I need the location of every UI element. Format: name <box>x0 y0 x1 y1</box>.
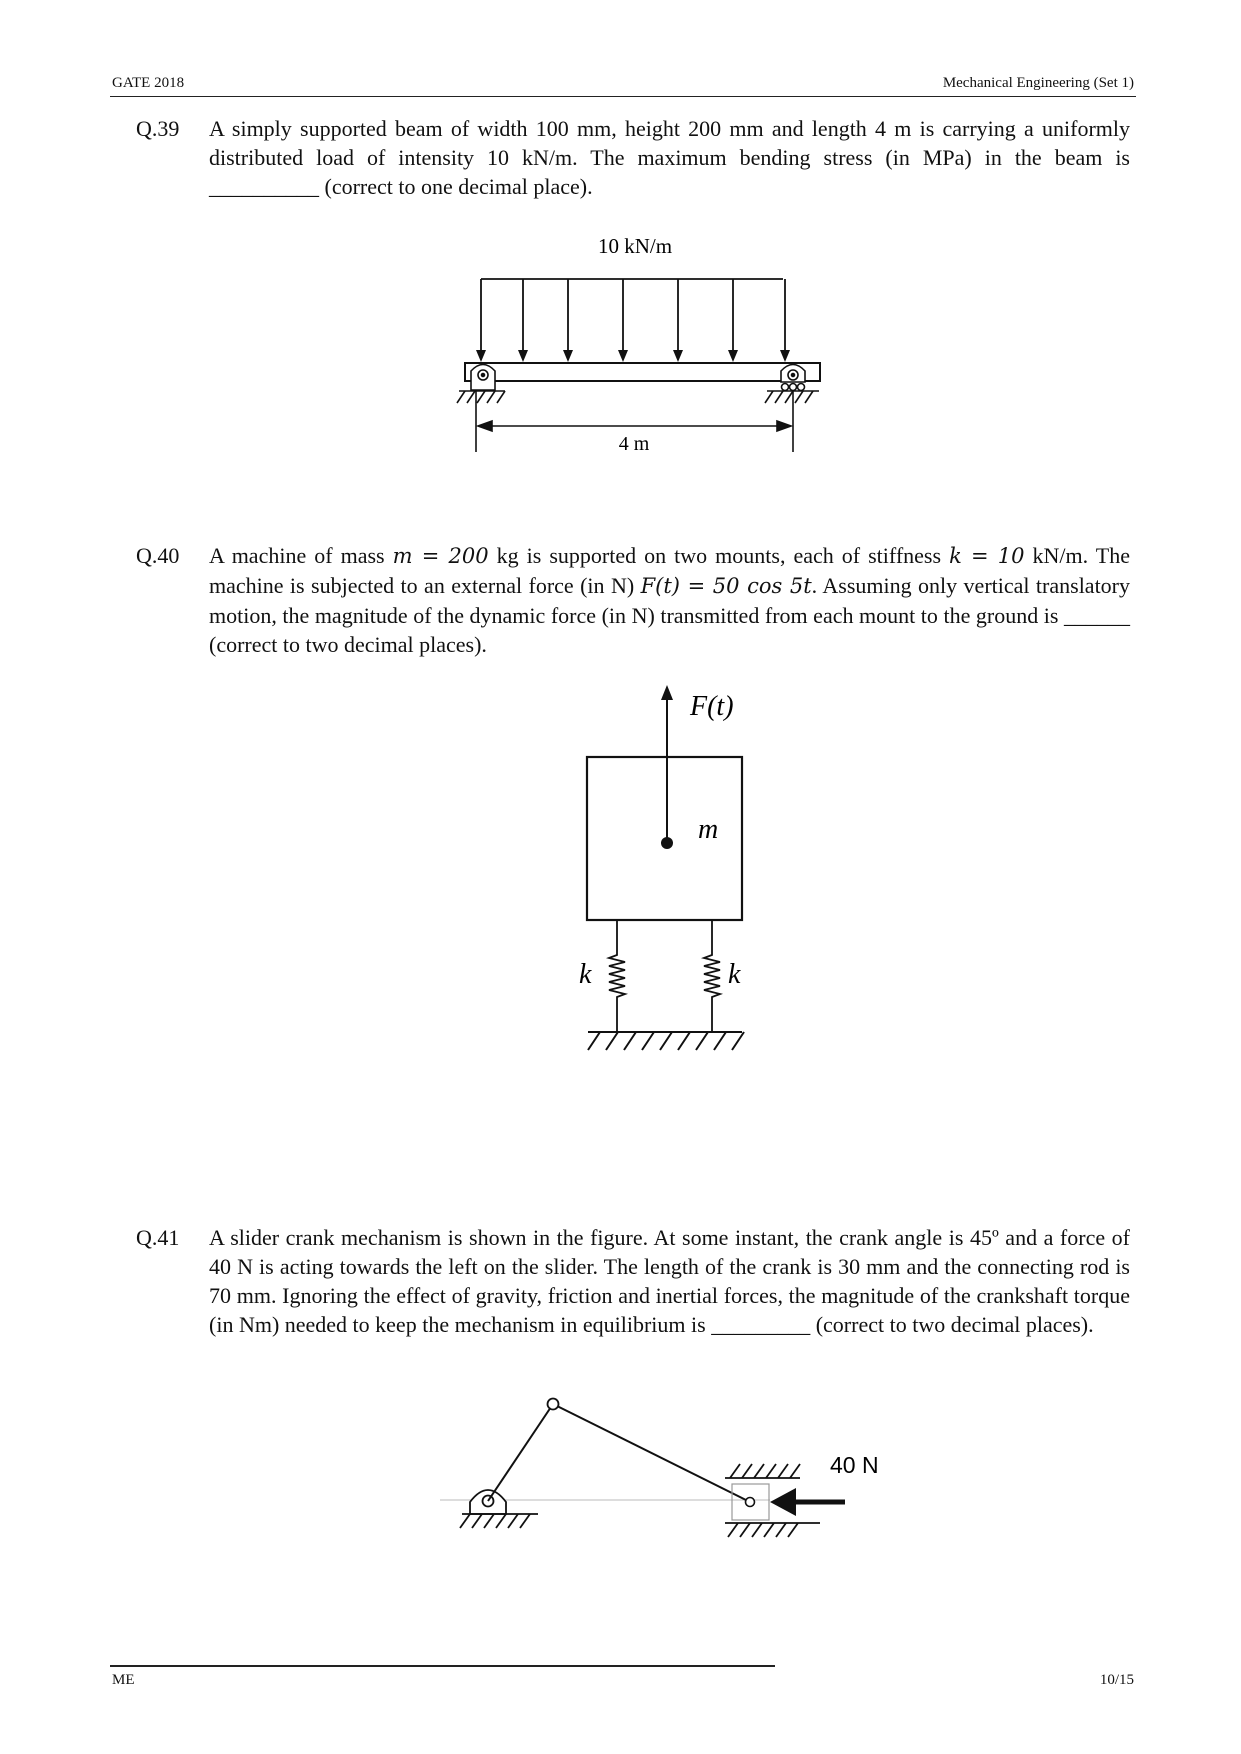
force-equation: F(t) = 50 cos 5t <box>640 574 812 598</box>
mass-centre <box>661 837 673 849</box>
text-part: kg is supported on two mounts, each of stiffness <box>488 543 950 568</box>
question-number: Q.41 <box>136 1225 180 1250</box>
slider-lower-guide <box>725 1523 820 1537</box>
footer-divider <box>110 1665 775 1667</box>
question-text <box>209 541 1130 659</box>
right-spring <box>704 920 720 1032</box>
header-divider <box>110 96 1136 97</box>
slider-pin <box>746 1498 755 1507</box>
question-39 <box>136 114 1130 201</box>
header-exam-title: GATE 2018 <box>112 75 185 91</box>
question-text: A simply supported beam of width 100 mm, height 200 mm and length 4 m is carrying a uniformly distributed load of intensity 10 kN/m. The maximum bending stress (in MPa) in the beam is __________ (correct to one decimal place). <box>209 116 1130 199</box>
connecting-rod <box>553 1404 750 1502</box>
header-paper-title: Mechanical Engineering (Set 1) <box>942 75 1134 91</box>
footer-subject-code: ME <box>112 1672 135 1688</box>
crank-pin <box>548 1399 559 1410</box>
load-arrow-head <box>673 350 683 362</box>
mass-label: m <box>698 814 719 845</box>
question-41 <box>136 1223 1130 1339</box>
span-label: 4 m <box>618 433 650 455</box>
question-number: Q.39 <box>136 116 180 141</box>
load-arrow-head <box>476 350 486 362</box>
ground <box>588 1032 744 1050</box>
load-arrow-head <box>618 350 628 362</box>
load-arrows <box>476 279 790 362</box>
left-spring <box>609 920 625 1032</box>
question-40 <box>136 541 1130 659</box>
load-label: 10 kN/m <box>597 234 673 258</box>
spring-right-label: k <box>728 959 741 990</box>
text-part: A machine of mass <box>209 543 393 568</box>
question-number: Q.40 <box>136 543 180 568</box>
load-arrow-head <box>563 350 573 362</box>
load-arrow-head <box>780 350 790 362</box>
spring-mass-figure <box>570 680 770 1060</box>
slider-force-arrowhead <box>770 1488 796 1516</box>
question-text: A slider crank mechanism is shown in the figure. At some instant, the crank angle is 45º and a force of 40 N is acting towards the left on the slider. The length of the crank is 30 mm and the connecting rod is 70 mm. Ignoring the effect of gravity, friction and inertial forces, the magnitude of the crankshaft torque (in Nm) needed to keep the mechanism in equilibrium is _________ (correct to two decimal places). <box>209 1225 1130 1337</box>
crank <box>488 1404 553 1501</box>
text-part: . Assuming only vertical translatory motion, the magnitude of the dynamic force (in N) transmitted from each mount to the ground is ______ (correct to two decimal places). <box>209 573 1131 657</box>
slider-force-label: 40 N <box>830 1452 879 1478</box>
mass-equation: m = 200 <box>392 544 489 568</box>
force-label: F(t) <box>690 691 734 722</box>
slider-upper-guide <box>725 1464 800 1478</box>
load-arrow-head <box>518 350 528 362</box>
crank-pivot <box>460 1490 538 1528</box>
stiffness-equation: k = 10 <box>949 544 1025 568</box>
spring-left-label: k <box>579 959 592 990</box>
load-arrow-head <box>728 350 738 362</box>
force-arrowhead <box>661 685 673 700</box>
beam <box>465 363 820 381</box>
text-part: kN/m. The machine is subjected to an external force (in N) <box>209 543 1130 598</box>
footer-page-number: 10/15 <box>1099 1672 1134 1688</box>
slider-crank-figure <box>440 1390 910 1560</box>
beam-figure <box>455 230 925 460</box>
